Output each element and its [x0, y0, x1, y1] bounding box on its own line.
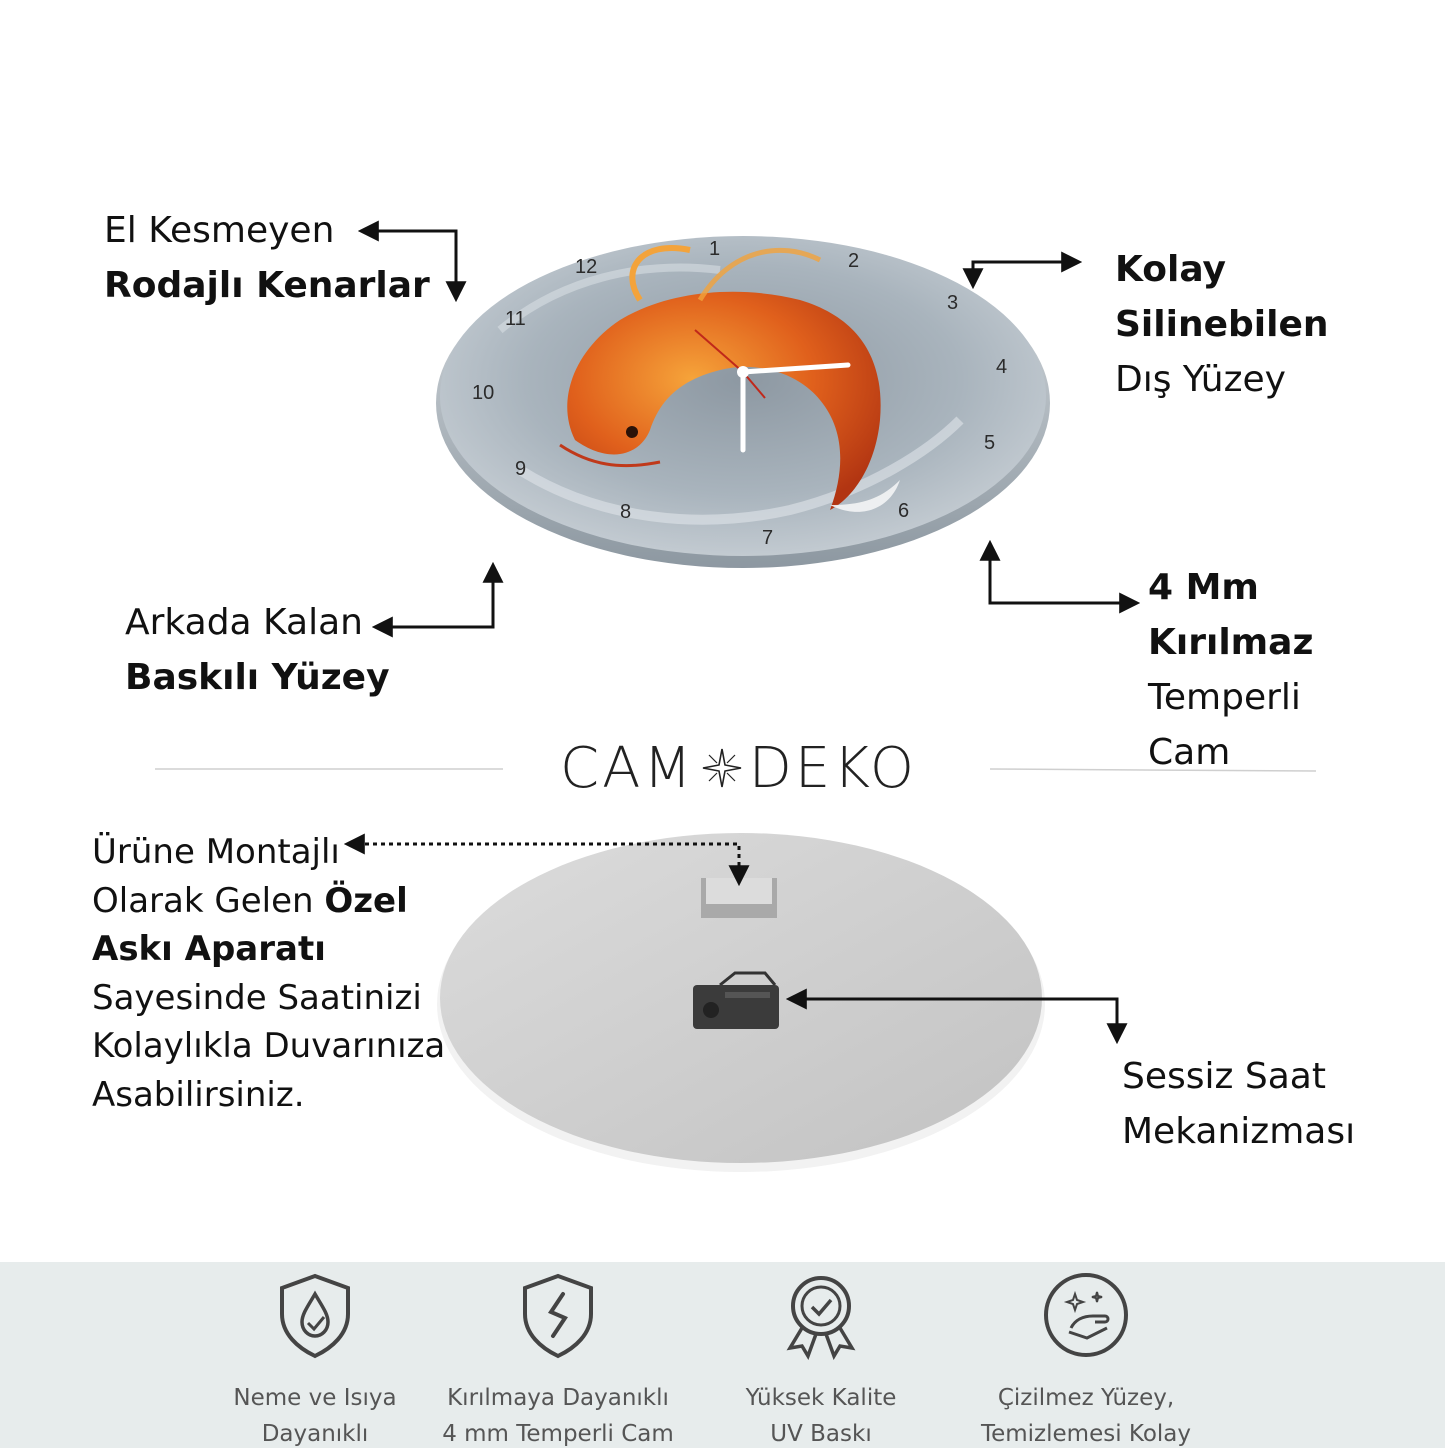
label-glass-line1: 4 Mm	[1148, 567, 1259, 608]
wipe-clean-icon	[1041, 1270, 1131, 1360]
label-mechanism-line1: Sessiz Saat	[1122, 1056, 1326, 1097]
clock-numeral: 5	[984, 432, 996, 454]
clock-numeral: 8	[620, 501, 632, 523]
clock-numeral: 1	[709, 238, 721, 260]
label-print-line1: Arkada Kalan	[125, 602, 363, 643]
label-surface	[1115, 242, 1329, 407]
label-mechanism	[1122, 1049, 1355, 1159]
feature-uv-print	[691, 1270, 951, 1452]
feature-scratch-line2: Temizlemesi Kolay	[980, 1421, 1192, 1447]
label-glass-line4: Cam	[1148, 732, 1231, 773]
clock-numeral: 9	[515, 458, 527, 480]
feature-scratch-line1: Çizilmez Yüzey,	[997, 1385, 1175, 1411]
droplet-shield-icon	[270, 1270, 360, 1360]
label-print-line2: Baskılı Yüzey	[125, 657, 390, 698]
clock-numeral: 7	[762, 527, 774, 549]
label-hanger	[92, 828, 445, 1119]
label-hanger-line3: Askı Aparatı	[92, 929, 326, 969]
clock-numeral: 11	[505, 308, 526, 330]
clock-back	[437, 833, 1045, 1172]
brand-logo-right: DEKO	[748, 735, 917, 801]
crack-shield-icon	[513, 1270, 603, 1360]
label-surface-line2: Silinebilen	[1115, 304, 1329, 345]
label-surface-line1: Kolay	[1115, 249, 1226, 290]
label-glass	[1148, 560, 1313, 780]
label-print	[125, 595, 390, 705]
clock-numeral: 12	[575, 256, 598, 278]
label-edges-line2: Rodajlı Kenarlar	[104, 265, 430, 306]
label-hanger-line4: Sayesinde Saatinizi	[92, 977, 422, 1018]
label-hanger-line2-bold: Özel	[324, 880, 408, 921]
feature-moisture-heat	[185, 1270, 445, 1452]
feature-moisture-line1: Neme ve Isıya	[233, 1385, 397, 1411]
label-hanger-line1: Ürüne Montajlı	[92, 832, 340, 872]
hanger-bracket-image	[701, 878, 777, 918]
feature-shatterproof-line1: Kırılmaya Dayanıklı	[447, 1385, 669, 1411]
label-edges-line1: El Kesmeyen	[104, 210, 335, 251]
clock-front	[436, 236, 1050, 568]
brand-logo	[560, 732, 940, 804]
clock-numeral: 2	[848, 250, 860, 272]
feature-shatterproof-line2: 4 mm Temperli Cam	[442, 1421, 674, 1447]
label-edges	[104, 203, 430, 313]
feature-uv-line2: UV Baskı	[770, 1421, 872, 1447]
clock-numeral: 10	[472, 382, 495, 404]
clock-numeral: 3	[947, 292, 959, 314]
label-hanger-line2-text: Olarak Gelen	[92, 880, 325, 921]
label-glass-line2: Kırılmaz	[1148, 622, 1314, 663]
clock-numeral: 6	[898, 500, 910, 522]
label-hanger-line2	[92, 877, 445, 926]
label-mechanism-line2: Mekanizması	[1122, 1111, 1356, 1152]
feature-scratch-resistant	[956, 1270, 1216, 1452]
star-icon	[697, 743, 747, 793]
quality-badge-icon	[776, 1270, 866, 1360]
feature-shatterproof	[428, 1270, 688, 1452]
clock-numeral: 4	[996, 356, 1008, 378]
label-glass-line3: Temperli	[1148, 677, 1301, 718]
feature-moisture-line2: Dayanıklı	[261, 1421, 369, 1447]
label-surface-line3: Dış Yüzey	[1115, 359, 1286, 400]
brand-logo-left: CAM	[560, 735, 695, 801]
label-hanger-line5: Kolaylıkla Duvarınıza	[92, 1026, 446, 1066]
label-hanger-line6: Asabilirsiniz.	[92, 1074, 305, 1115]
feature-uv-line1: Yüksek Kalite	[745, 1385, 897, 1411]
